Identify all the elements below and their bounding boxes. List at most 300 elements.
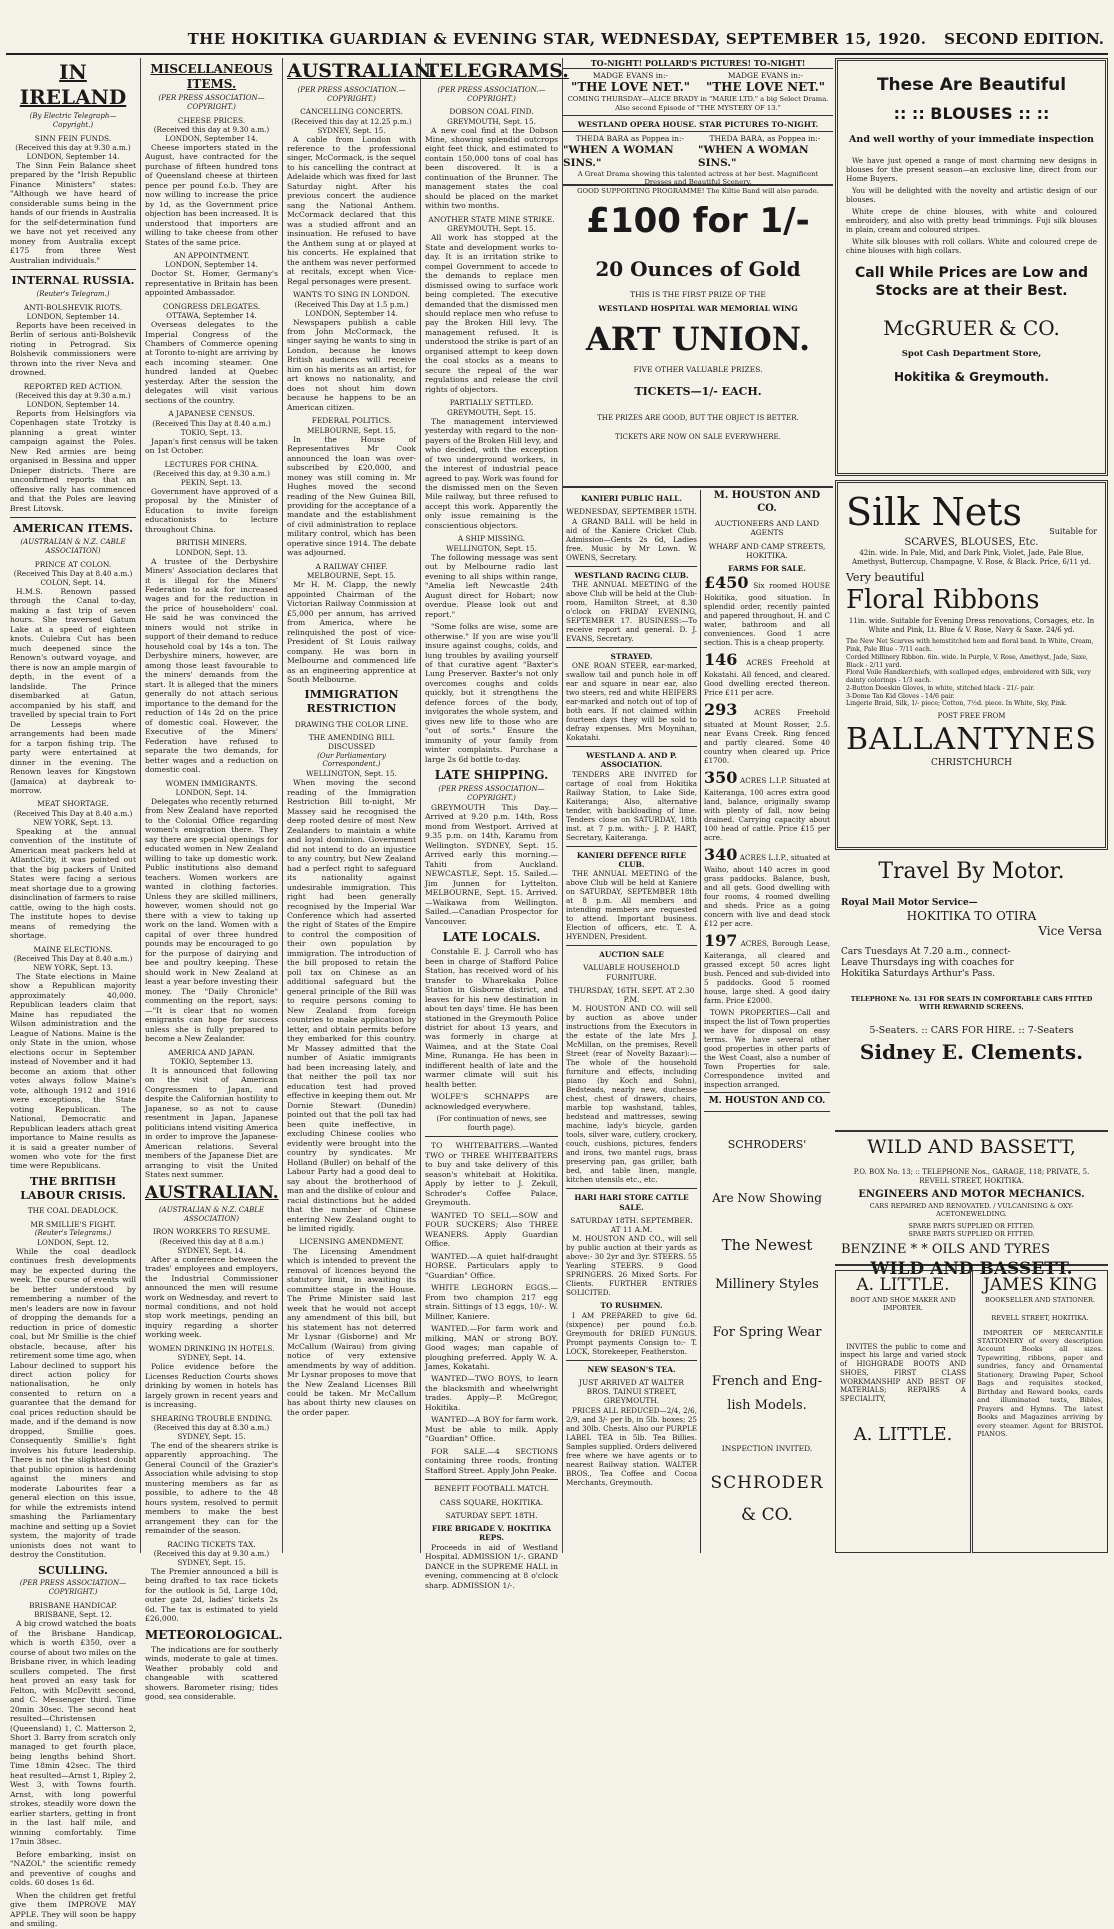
art-union-gold: 20 Ounces of Gold	[595, 256, 801, 281]
classified-ad: TO WHITEBAITERS.—Wanted TWO or THREE WHITEBAITERS to buy and take delivery of this season's whitebait at Hokitika. Apply by letter to J. Zekull, Schroder's Coffee Palace, Greymouth.	[425, 1141, 558, 1208]
benzine-oils: BENZINE * * OILS AND TYRES	[841, 1242, 1051, 1258]
rifle-club-body: THE ANNUAL MEETING of the above Club will be held at Kaniere on SATURDAY, SEPTEMBER 18th at 8 p.m. All members and intending members are requested to attend. Important business. Election of officers, etc. T. A. HYENDEN, President.	[566, 869, 697, 941]
classified-ad: FOR SALE.—4 SECTIONS containing three roods, fronting Stafford Street. Apply John Peake.	[425, 1446, 558, 1475]
ballantynes-name: BALLANTYNES	[846, 721, 1097, 757]
dateline: TOKIO, September 13.	[170, 1056, 253, 1066]
story-body: The Licensing Amendment which is intended to prevent the removal of licences beyond the statutory limit, in awaiting its committee stage in the House. The Prime Minister said last week that he would not accept any amendment of this bill, but his statement has not deterred Mr Lysnar (Gisborne) and Mr McCallum (Wairau) from giving notice of very extensive amendments by way of addition. Mr Lysnar proposes to move that the New Zealand Licenses Bill could be taken. Mr McCallum has about thirty new clauses on the order paper.	[287, 1246, 416, 1417]
story-body: All work has stopped at the State and development works to-day. It is an irritation strike to compel Government to accede to the demands to replace men dismissed owing to surface work being completed. The executive demanded that the dismissed men should replace men who refuse to pay the Broken Hill levy. The management refused. It is understood the strike is part of an organised attempt to keep down the coal stocks as a means to secure the repeal of the war regulations and release the civil rights of objectors.	[425, 233, 558, 394]
received-line: (Received this day at 12.25 p.m.)	[291, 116, 412, 126]
houston-address: WHARF AND CAMP STREETS, HOKITIKA.	[708, 541, 826, 560]
dateline: LONDON, Sept. 12.	[37, 1237, 109, 1247]
theda-bara-label: THEDA BARA, as Poppea in:-	[709, 134, 821, 144]
blouses-subtitle: And well worthy of your immediate inspection	[849, 134, 1094, 146]
advertisements	[563, 58, 1108, 1553]
dateline: LONDON, September 14.	[26, 399, 120, 409]
tea-body: PRICES ALL REDUCED—2/4, 2/6, 2/9, and 3/- per lb, in 5lb. boxes; 25 and 30lb. Chests. Also our PURPLE LABEL TEA in 5lb. Tea Billies. Samples supplied. Orders delivered free where we have agents or to nearest Railway station. WALTER BROS., Tea Coffee and Cocoa Merchants, Greymouth.	[566, 1405, 697, 1487]
story-title: A RAILWAY CHIEF.	[315, 561, 388, 571]
story-title: FEDERAL POLITICS.	[311, 416, 392, 426]
schroders-co: & CO.	[741, 1504, 793, 1525]
story-title: DRAWING THE COLOR LINE.	[294, 719, 409, 729]
story-title: REPORTED RED ACTION.	[23, 381, 123, 391]
motor-service-ad	[835, 854, 1108, 1128]
football-body: Proceeds in aid of Westland Hospital. ADMISSION 1/-. GRAND DANCE in the SUPREME HALL in evening, commencing at 8 o'clock sharp. ADMISSION 1/-.	[425, 1542, 558, 1590]
westland-opera-house-ad	[563, 118, 833, 195]
art-union-other-prizes: FIVE OTHER VALUABLE PRIZES.	[633, 365, 763, 375]
story-body: Overseas delegates to the Imperial Congress of the Chambers of Commerce opening at Toronto to-night are arriving by each incoming steamer. One hundred landed at Quebec yesterday. After the session the delegates will visit various sections of the country.	[145, 320, 278, 405]
racing-club-title: WESTLAND RACING CLUB.	[574, 570, 689, 580]
motor-route: HOKITIKA TO OTIRA	[906, 908, 1037, 923]
masthead	[0, 0, 1114, 58]
received-line: (Received This Day at 8.40 a.m.)	[13, 953, 133, 963]
story-body: Speaking at the annual convention of the institute of American meat packers held at AtlanticCity, it was pointed out that the big packers of United States were facing a serious meat shortage due to a growing disinclination of farmers to raise cattle, owing to the high costs. The institute hopes to devise means of remedying the shortage.	[10, 826, 136, 941]
dateline: SYDNEY, Sept. 14.	[177, 1245, 246, 1255]
story-body: Doctor St. Homer, Germany's representative in Britain has been appointed Ambassador.	[145, 269, 278, 298]
property-body: ACRES L.I.P., situated at Waiho, about 140 acres in good grass paddocks. Balance, bush, and all gets. Good dwelling with four rooms, 4 roomed dwelling and sheds. Price as a going concern with live and dead stock £12 per acre.	[704, 853, 830, 929]
continuation-note: (For continuation of news, see fourth page).	[436, 1114, 547, 1133]
story-body: The management interviewed yesterday with regard to the non-payers of the Broken Hill levy, and who decided, with the exception of two underground workers, in the interest of industrial peace agreed to pay. Work was found for the dismissed men on the Seven Mile railway, but three refused to accept this work. Apparently the only issue remaining is the conscientious objectors.	[425, 416, 558, 530]
received-line: (Received This Day at 1.5 p.m.)	[294, 299, 409, 309]
heading-australian: AUSTRALIAN.	[145, 1182, 279, 1203]
art-union-title: ART UNION.	[585, 320, 811, 359]
dateline: GREYMOUTH, Sept. 15.	[447, 224, 536, 234]
advert-paragraph: When the children get fretful give them IMPROVE MAY APPLE. They will soon be happy and smiling.	[10, 1890, 136, 1929]
dateline: NEW YORK, Sept. 13.	[33, 817, 113, 827]
town-properties: TOWN PROPERTIES—Call and inspect the list of Town properties we have for disposal on easy terms. We have several other good properties in other parts of the West Coast, also a number of Town Properties for sale. Correspondence invited and inspection arranged.	[704, 1008, 830, 1090]
story-title: CANCELLING CONCERTS.	[300, 107, 403, 117]
silk-colours: 42in. wide. In Pale, Mid, and Dark Pink, Violet, Jade, Pale Blue, Amethyst, Buttercup, Champagne, V. Rose, & Black. Price, 6/11 yd.	[852, 549, 1091, 566]
byline: (AUSTRALIAN & N.Z. CABLE ASSOCIATION)	[158, 1205, 265, 1223]
column-australian	[283, 58, 437, 1553]
story-body: In the House of Representatives Mr Cook announced the loan was over-subscribed by £20,000, and money was still coming in. Mr Hughes moved the second reading of the New Guinea Bill, providing for the acceptance of a mandate and the establishment of civil administration to replace military control, which has been operative since 1914. The debate was adjourned.	[287, 434, 416, 558]
property-body: ACRES, Borough Lease, Kaiteranga, all cleared and grassed except 50 acres light bush. Fenced and sub-divided into 5 paddocks. Good 5 roomed house, large shed. A good dairy farm. Price £2000.	[704, 939, 830, 1006]
silk-uses: SCARVES, BLOUSES, Etc.	[904, 536, 1039, 548]
story-title: SHEARING TROUBLE ENDING.	[150, 1413, 273, 1423]
heading-late-shipping: LATE SHIPPING.	[434, 768, 549, 783]
dateline: NEW YORK, Sept. 13.	[33, 962, 113, 972]
dateline: MELBOURNE, Sept. 15.	[307, 425, 396, 435]
property-body: ACRES Freehold situated at Mount Rosser, 2.5. near Evans Creek. Ring fenced and partly cleared. Some 40 country when cleared up. Price £1700.	[704, 708, 830, 766]
opera-house-banner: WESTLAND OPERA HOUSE. STAR PICTURES TO-NIGHT.	[563, 118, 833, 132]
silk-item: 3-Dome Tan Kid Gloves - 14/6 pair.	[846, 692, 955, 700]
art-union-first-prize: THIS IS THE FIRST PRIZE OF THE	[630, 289, 766, 299]
art-union-hospital: WESTLAND HOSPITAL WAR MEMORIAL WING	[598, 303, 798, 313]
story-body: The following message was sent out by Melbourne radio last evening to all ships within range, "Amelia left Newcastle 24th August direct for Hobart; now overdue. Please look out and report."	[425, 552, 558, 619]
ribbons-description: 11in. wide. Suitable for Evening Dress renovations, Corsages, etc. In White and Pink, Lt. Blue & V. Rose, Navy & Saxe. 24/6 yd.	[848, 616, 1095, 634]
story-body: The Premier announced a bill is being drafted to tax race tickets for the outlook is 5d, Large 10d, outer gate 2d, ladies' tickets 2s 6d. The tax is estimated to yield £26,000.	[145, 1566, 278, 1624]
heading-miscellaneous-items: MISCELLANEOUS ITEMS.	[150, 62, 273, 91]
motor-schedule: Hokitika Saturdays Arthur's Pass.	[841, 969, 996, 980]
byline: (PER PRESS ASSOCIATION.—COPYRIGHT.)	[437, 85, 546, 103]
page-body	[6, 58, 1108, 1929]
strayed-body: ONE ROAN STEER, ear-marked, swallow tail and punch hole in off ear and square in near ear, also two steers, red and white HEIFERS ear-marked and notch out of top of both ears. If not claimed within fourteen days they will be sold to defray expenses. Mrs Moynihan, Kokatahi.	[566, 661, 697, 742]
supporting-programme: GOOD SUPPORTING PROGRAMME! The Kiltie Band will also parade.	[577, 186, 819, 195]
received-line: (Received this day at 9.30 a.m.)	[15, 390, 131, 400]
story-body: Reports have been received in Berlin of serious anti-Bolshevik rioting in Petrograd. Six Bolshevik commissioners were thrown into the river Neva and drowned.	[10, 320, 136, 378]
a-little-subtitle: BOOT AND SHOE MAKER AND IMPORTER.	[850, 1296, 956, 1313]
cars-for-hire: 5-Seaters. :: CARS FOR HIRE. :: 7-Seaters	[869, 1024, 1074, 1036]
story-title: LICENSING AMENDMENT.	[299, 1237, 404, 1247]
vice-versa: Vice Versa	[1038, 923, 1102, 938]
story-body: When moving the second reading of the Immigration Restriction Bill to-night, Mr Massey said he recognised the deep rooted desire of most New Zealanders to maintain a white and loyal dominion. Government did not intend to do an injustice to any country, but New Zealand had a perfect right to safeguard its nationality against undesirable immigration. This right had been generally recognised by the Imperial War Conference which had asserted the right of States of the Empire to control the composition of their own population by immigration. The introduction of the bill proposed to retain the poll tax on Chinese as an additional safeguard but the general principle of the Bill was to require persons coming to New Zealand from foreign countries to make application by letter, and obtain permits before they embarked for this country. Mr Massey admitted that the number of Asiatic immigrants had been increasing lately, and that neither the poll tax nor education test had proved effective in keeping them out. Mr Dornie Stewart (Dunedin) pointed out that the poll tax had been quite ineffective, in excluding Chinese coolies who evidently were brought into the country by syndicates. Mr Holland (Buller) on behalf of the Labour Party had a good deal to say about the brotherhood of man and the dislike of colour and racial distinctions but he added that the number of Chinese entering New Zealand ought to be limited rigidly.	[287, 778, 416, 1233]
football-teams: FIRE BRIGADE V. HOKITIKA REPS.	[431, 1524, 552, 1543]
story-title: MEAT SHORTAGE.	[37, 799, 109, 809]
acres-293: 293	[704, 700, 738, 720]
story-title: IRON WORKERS TO RESUME.	[152, 1227, 271, 1237]
auction-date: THURSDAY, 16TH. SEPT. AT 2.30 P.M.	[568, 985, 695, 1004]
story-body: Newspapers publish a cable from John McCormack, the singer saying he wants to sing in London, because he knows British audiences will receive him on his merits as an artist, for art knows no nationality, and does not shout him down because he happens to be an American citizen.	[287, 317, 416, 412]
divider	[566, 1188, 697, 1189]
story-title: WOMEN IMMIGRANTS.	[165, 778, 258, 788]
divider	[425, 1479, 558, 1480]
mcgruer-location: Hokitika & Greymouth.	[894, 369, 1049, 384]
james-king-title: JAMES KING	[983, 1275, 1097, 1295]
story-body: A trustee of the Derbyshire Miners' Association declares that it is illegal for the Miners' Federation to ask for increased wages and for the reduction in the price of householders' coal. He said he was convinced the miners would not strike in support of their demand to reduce household coal by 14s a ton. The Derbyshire miners, however, are among those least favourable to the miners' demands from the start. It is alleged that the miners generally do not attach serious importance to the demand for the reduction of 14s 2d on the price of domestic coal. However, the Executive of the Miners' Federation have refused to separate the two demands, for better wages and a reduction on domestic coal.	[145, 556, 278, 775]
property-body: ACRES Freehold at Kokatahi. All fenced, and cleared. Good dwelling erected thereon. Price £11 per acre.	[704, 658, 830, 698]
masthead-rule	[6, 53, 1108, 55]
classified-ad: WANTED—A BOY for farm work. Must be able to milk. Apply "Guardian" Office.	[425, 1415, 558, 1444]
story-title: CONGRESS DELEGATES.	[162, 301, 261, 311]
story-title: A JAPANESE CENSUS.	[168, 409, 255, 419]
story-title: AN APPOINTMENT.	[173, 251, 250, 261]
rushmen-body: I AM PREPARED to give 6d. (sixpence) per pound f.o.b. Greymouth for DRIED FUNGUS. Prompt payments Consign to:- T. LOCK, Storekeeper, Featherston.	[566, 1310, 697, 1356]
dateline: LONDON, September 14.	[165, 133, 258, 143]
story-title: WOMEN DRINKING IN HOTELS.	[148, 1343, 275, 1353]
byline: (PER PRESS ASSOCIATION—COPYRIGHT.)	[158, 94, 265, 111]
wild-bassett-ad	[835, 1130, 1108, 1279]
schroders-line: French and Eng-	[711, 1373, 823, 1389]
property-body: ACRES L.I.P. Situated at Kaiteranga, 100 acres extra good land, balance, originally swamp with plenty of fall, now being drained. Carrying capacity about 100 head of cattle. Price £15 per acre.	[704, 776, 830, 843]
james-king-body: IMPORTER OF MERCANTILE STATIONERY of every description Account Books all sizes. Typewriting, ribbons, paper and sundries, fancy and Ornamental Stationery, Drawing Paper, School Bags and requisites stocked, Birthday and Reward books, cards and illuminated texts, Bibles, Prayers and Hymns. The latest Books and Magazines arriving by every steamer. Agent for BRISTOL PIANOS.	[977, 1328, 1103, 1439]
dateline: WELLINGTON, Sept. 15.	[446, 543, 537, 553]
dateline: LONDON, September 14.	[26, 311, 120, 321]
mcgruer-store: Spot Cash Department Store,	[901, 349, 1042, 360]
heading-meteorological: METEOROLOGICAL.	[145, 1627, 283, 1642]
blouses-paragraph: White crepe de chine blouses, with white and coloured embroidery, and also with pretty bead trimmings. Fuji silk blouses in plain, cream and coloured stripes.	[846, 207, 1097, 235]
story-title: CHEESE PRICES.	[177, 115, 246, 125]
rifle-club-title: KANIERI DEFENCE RIFLE CLUB.	[576, 850, 687, 869]
story-body: The Sinn Fein Balance sheet prepared by the "Irish Republic Finance Ministers" states: "Although we have heard of considerable sums being in the hands of our friends in Australia for the self-determination fund we have not yet received any money from Australia except £175 from three West Australian individuals."	[10, 160, 136, 265]
divider	[566, 746, 697, 747]
story-body: A cable from London with reference to the professional singer, McCormack, is the sequel to his cancelling the contract at Adelaide which was fixed for last Saturday night. After his previous concert the audience sang the National Anthem. McCormack declared that this was a studied affront and an insinuation. He refused to have the Anthem sung at or played at his concerts. He explained that the anthem was never performed at recitals, except when Vice-Regal personages were present.	[287, 134, 416, 286]
silk-item: The New Net Scarves with hemstitched hem and floral band. In White, Cream, Pink, Pale Blue - 7/11 each.	[846, 638, 1094, 653]
woman-sins-title: "WHEN A WOMAN SINS."	[563, 143, 674, 169]
advert-paragraph: WOLFE'S SCHNAPPS are acknowledged everywhere.	[425, 1092, 558, 1111]
wild-bassett-engineers: ENGINEERS AND MOTOR MECHANICS.	[858, 1189, 1085, 1201]
dateline: SYDNEY, Sept. 14.	[177, 1353, 246, 1363]
story-body: The State elections in Maine show a Republican majority approximately 40,000. Republican leaders claim that Maine has repudiated the Wilson administration and the League of Nations. Maine is the only State in the union, whose elections occur in September instead of November and it had become an axiom that other votes always follow Maine's vote, although 1912 and 1916 were exceptions, the State voting Republican. The National, Democratic and Republican leaders attach great importance to Maine results as it is said a greater number of women who vote for the first time were Republicans.	[10, 971, 136, 1171]
silk-item: Lingerie Braid, Silk, 1/- piece; Cotton, 7½d. piece. In White, Sky, Pink.	[846, 700, 1067, 708]
auction-subtitle: VALUABLE HOUSEHOLD FURNITURE.	[583, 963, 680, 982]
schroders-line: For Spring Wear	[712, 1325, 822, 1341]
divider	[10, 269, 136, 270]
dateline: LONDON, September 14.	[26, 151, 120, 161]
heading-in-ireland: IN IRELAND	[19, 60, 127, 109]
clements-name: Sidney E. Clements.	[859, 1040, 1084, 1065]
byline: (AUSTRALIAN & N.Z. CABLE ASSOCIATION)	[20, 538, 126, 555]
houston-subtitle: AUCTIONEERS AND LAND AGENTS	[714, 519, 820, 538]
blouses-title: :: :: BLOUSES :: ::	[893, 104, 1050, 124]
heading-american-items: AMERICAN ITEMS.	[13, 522, 133, 536]
dateline: MELBOURNE, Sept. 15.	[307, 571, 396, 581]
divider	[566, 945, 697, 946]
received-line: (Received this day at 9.30 a.m.)	[15, 142, 131, 152]
kaniere-hall-title: KANIERI PUBLIC HALL.	[581, 494, 682, 503]
silk-item: Corded Millinery Ribbon. 6in. wide. In Purple, V. Rose, Amethyst, Jade, Saxe, Black - 2/11 yard.	[846, 653, 1088, 669]
acres-197: 197	[704, 931, 738, 951]
schroders-title: SCHRODERS'	[727, 1137, 807, 1151]
spare-parts: SPARE PARTS SUPPLIED OR FITTED.	[908, 1222, 1035, 1230]
schroders-name: SCHRODER	[710, 1473, 824, 1494]
motor-schedule: Leave Thursdays ing with coaches for	[841, 958, 1014, 968]
mcgruer-name: McGRUER & CO.	[883, 316, 1060, 341]
story-body: The end of the shearers strike is apparently approaching. The General Council of the Grazier's Association while advising to stop mustering members as far as possible, to adhere to the 48 hours system, resolved to permit members to make the best arrangement they can for the remainder of the season.	[145, 1440, 278, 1536]
wild-bassett-footer: WILD AND BASSETT.	[870, 1258, 1073, 1279]
hari-hari-title: HARI HARI STORE CATTLE SALE.	[574, 1193, 689, 1212]
byline: (PER PRESS ASSOCIATION—COPYRIGHT.)	[19, 1579, 127, 1597]
auction-body: M. HOUSTON AND CO. will sell by auction as above under instructions from the Executors in the estate of the late Mrs J. McMillan, on the premises, Revell Street (rear of Novelty Bazaar):— The whole of the household furniture and effects, including piano (by Koch and Sohn), Bedsteads, nearly new, duchesse chest, chest of drawers, chairs, marble top washstand, tables, bedstead and mattresses, sewing machine, lady's bicycle, garden tools, silver ware, cutlery, crockery, couch, cushions, pictures, fenders and irons, two mantel rugs, brass preserving pan, gas griller, bath bed, and table linen, mangle, kitchen utensils etc., etc.	[566, 1004, 697, 1185]
houston-title: M. HOUSTON AND CO.	[713, 490, 821, 514]
pollards-banner: TO-NIGHT! POLLARD'S PICTURES! TO-NIGHT!	[563, 58, 833, 69]
byline: (Reuter's Telegram.)	[36, 289, 110, 298]
byline: (Reuter's Telegrams.)	[34, 1228, 112, 1237]
schroders-line: Millinery Styles	[715, 1277, 819, 1292]
acres-340: 340	[704, 845, 738, 865]
story-title: PARTIALLY SETTLED.	[449, 398, 534, 408]
story-body: Japan's first census will be taken on 1st October.	[145, 436, 278, 456]
byline: (Our Parliamentary Correspondent.)	[317, 751, 386, 769]
story-title: BRISBANE HANDICAP.	[29, 1600, 117, 1610]
a-little-body: INVITES the public to come and inspect his large and varied stock of HIGHGRADE BOOTS AND SHOES, FIRST CLASS WORKMANSHIP AND BEST OF MATERIALS; REPAIRS A SPECIALITY,	[840, 1342, 966, 1403]
blouses-heading: These Are Beautiful	[876, 75, 1067, 95]
love-net-title: "THE LOVE NET."	[705, 80, 826, 95]
madge-evans-label: MADGE EVANS in:-	[727, 71, 804, 80]
heading-telegrams: TELEGRAMS.	[425, 60, 569, 82]
story-title: ANTI-BOLSHEVIK RIOTS.	[23, 302, 123, 312]
received-line: (Received this day at 9.30 a.m.)	[153, 1548, 270, 1558]
mcgruer-blouses-ad	[835, 58, 1108, 476]
dateline: SYDNEY, Sept. 15.	[317, 125, 386, 135]
ballantynes-silk-ad	[835, 480, 1108, 850]
story-body: Delegates who recently returned from New Zealand have reported to the Colonial Office regarding women's emigration there. They say there are special openings for educated women in New Zealand willing to take up domestic work. Public institutions also demand teachers. Women workers are wanted in clothing factories. Unless they are skilled milliners, however, women should not go there with a view to taking up work on the land. Women with a capital of over three hundred pounds may be encouraged to go for the purpose of dairying and bee and poultry keeping. These should work in New Zealand at least a year before investing their money. The "Daily Chronicle" commenting on the report, says:—"It is clear that no women emigrants can hope for success unless she is fully prepared to become a New Zealander.	[145, 796, 279, 1044]
football-venue: CASS SQUARE, HOKITIKA.	[439, 1497, 544, 1507]
auction-title: AUCTION SALE	[599, 950, 664, 959]
blouses-call: Call While Prices are Low and Stocks are at their Best.	[854, 265, 1089, 299]
classified-ad: WANTED—TWO BOYS, to learn the blacksmith and wheelwright trades. Apply—P. McGregor, Hokitika.	[425, 1374, 558, 1412]
column-telegrams	[421, 58, 569, 1590]
story-title: MAINE ELECTIONS.	[33, 944, 113, 954]
james-king-address: REVELL STREET, HOKITIKA.	[991, 1314, 1089, 1323]
dateline: TOKIO, Sept. 13.	[180, 427, 243, 437]
newspaper-title: THE HOKITIKA GUARDIAN & EVENING STAR, WEDNESDAY, SEPTEMBER 15, 1920.	[187, 30, 927, 48]
telephone-seats: TELEPHONE No. 131 FOR SEATS IN COMFORTABLE CARS FITTED WITH REWARNID SCREENS.	[850, 994, 1093, 1011]
story-body: It is announced that following on the visit of American Congressmen to Japan, and despite the Californian hostility to Japanese, so as not to cause resentment in Japan, Japanese politicians intend visiting America in order to improve the Japanese-American relations. Several members of the Japanese Diet are arranging to visit the United States next summer.	[145, 1065, 278, 1180]
schroders-invite: INSPECTION INVITED.	[721, 1444, 813, 1453]
schroders-line: Are Now Showing	[712, 1191, 822, 1206]
hari-hari-body: M. HOUSTON AND CO., will sell by public auction at their yards as above:- 30 2yr and 3yr. STEERS. 55 Yearling STEERS. 9 Good SPRINGERS. 26 Mixed Sorts. For Clients. FURTHER ENTRIES SOLICITED.	[566, 1234, 697, 1298]
divider	[425, 1136, 558, 1137]
james-king-ad	[972, 1270, 1108, 1553]
aandp-title: WESTLAND A. AND P. ASSOCIATION.	[586, 751, 677, 770]
advert-paragraph: "Some folks are wise, some are otherwise." If you are wise you'll insure against coughs, colds, and lung troubles by availing yourself of that curative agent "Baxter's Lung Preserver. Baxter's not only overcomes coughs and colds quickly, but it strengthens the defence forces of the body, invigorates the whole system, and gives new life to those who are "out of sorts." Ensure the immunity of your family from winter complaints. Purchase a large 2s 6d bottle to-day.	[425, 622, 558, 764]
strayed-title: STRAYED.	[610, 651, 653, 661]
silk-suitable: Suitable for	[1049, 526, 1097, 536]
divider	[566, 1360, 697, 1361]
story-body: Government have approved of a proposal by the Minister of Education to invite foreign educationists to lecture throughout China.	[145, 486, 278, 534]
wild-bassett-services: CARS REPAIRED AND RENOVATED. / VULCANISING & OXY-ACETONEWELDING.	[869, 1201, 1074, 1218]
aandp-body: TENDERS ARE INVITED for cartage of coal from Hokitika Railway Station, to Lake Side, Kaiteranga; Also, alternative tender, with backloading of lime. Tenders close on SATURDAY, 18th inst. at 7 p.m. with:- J. P. HART, Secretary, Kaiteranga.	[566, 769, 697, 842]
silk-item: 2-Button Doeskin Gloves, in white, stitched black - 21/- pair.	[846, 684, 1035, 692]
story-title: A SHIP MISSING.	[457, 534, 526, 544]
received-line: (Received This Day at 8.40 a.m.)	[13, 568, 133, 578]
received-line: (Received this day at 8 a.m.)	[159, 1236, 264, 1246]
received-line: (Received this day, at 9.30 a.m.)	[153, 468, 270, 478]
story-body: GREYMOUTH This Day.—Arrived at 9.20 p.m. 14th, Ross mond from Westport. Arrived at 9.35 p.m. on 14th, Karamu from Wellington. SYDNEY, Sept. 15. Arrived early this morning.—Tahiti from Auckland. NEWCASTLE, Sept. 15. Sailed.—Jim Junnen for Lyttelton. MELBOURNE, Sept. 15. Arrived.—Waikawa from Wellington. Sailed.—Canadian Prospector for Vancouver.	[425, 802, 558, 926]
art-union-prizes-note: THE PRIZES ARE GOOD, BUT THE OBJECT IS BETTER.	[597, 414, 799, 423]
rushmen-title: TO RUSHMEN.	[600, 1301, 663, 1311]
property-body: Six roomed HOUSE Hokitika, good situation. In splendid order, recently painted and papered throughout, H. and C water, bathroom and all conveniences. Good 1 acre section. This is a cheap property.	[704, 581, 830, 648]
racing-club-body: THE ANNUAL MEETING of the above Club will be held at the Club-room, Hamilton Street, at 8.30 o'clock on FRIDAY EVENING, SEPTEMBER 17. BUSINESS:—To receive report and general. D. J. EVANS, Secretary.	[566, 579, 697, 643]
received-line: (Received this day at 8.30 a.m.)	[153, 1422, 270, 1432]
heading-british-labour-crisis: THE BRITISH LABOUR CRISIS.	[20, 1174, 126, 1202]
dateline: COLON, Sept. 14.	[40, 577, 106, 587]
story-body: The indications are for southerly winds, moderate to gale at times. Weather probably cold and changeable with scattered showers. Barometer rising; tides good, sea considerable.	[145, 1644, 278, 1702]
dateline: SYDNEY, Sept. 15.	[177, 1431, 246, 1441]
ballantynes-location: CHRISTCHURCH	[930, 758, 1013, 769]
story-title: LECTURES FOR CHINA.	[164, 459, 259, 469]
james-king-subtitle: BOOKSELLER AND STATIONER.	[984, 1296, 1095, 1305]
wild-bassett-title: WILD AND BASSETT,	[867, 1136, 1076, 1158]
story-body: While the coal deadlock continues fresh developments may be expected during the week. The course of events will be better understood by remembering a number of the men's leaders are now in favour of dropping the demands for a reduction in price of domestic coal, but Mr Smillie is the chief obstacle, because, after his retirement some time ago, when Labour declined to support his direct action policy for nationalisation, he only consented to return on a guarantee that the demand for coal prices reduction should be made, and if the demand is now dropped, Smillie goes. Consequently Smillie's fight involves his future leadership. There is not the slightest doubt that public opinion is hardening against the miners and moderate Labourites fear a general election on this issue, for while the extremists intend smashing the Parliamentary machine and setting up a Soviet system, the majority of trade unionists does not want to destroy the Constitution.	[10, 1246, 136, 1560]
divider	[566, 566, 697, 567]
woman-sins-description: A Great Drama showing this talented actress at her best. Magnificent Dresses and Beautiful Scenery.	[577, 170, 819, 187]
dateline: LONDON, September 14.	[165, 260, 258, 270]
notices-column	[563, 490, 701, 1553]
royal-mail-service: Royal Mail Motor Service—	[841, 897, 978, 908]
wild-bassett-address: P.O. BOX No. 13; :: TELEPHONE Nos., GARAGE, 118; PRIVATE, 5. REVELL STREET, HOKITIKA.	[853, 1167, 1090, 1185]
dateline: PEKIN, Sept. 13.	[180, 477, 243, 487]
received-line: (Received this day at 9.30 a.m.)	[153, 124, 270, 134]
tea-subtitle: JUST ARRIVED AT WALTER BROS. TAINUI STREET, GREYMOUTH.	[579, 1377, 684, 1406]
heading-immigration-restriction: IMMIGRATION RESTRICTION	[304, 688, 399, 716]
story-title: THE COAL DEADLOCK.	[27, 1206, 119, 1216]
byline: (PER PRESS ASSOCIATION—COPYRIGHT.)	[438, 785, 545, 803]
column-ireland	[6, 58, 141, 1929]
kaniere-hall-body: A GRAND BALL will be held in aid of the Kaniere Cricket Club. Admission—Gents 2s 6d, Ladies free. Music by Mr Lown. W. OWENS, Secretary.	[566, 516, 697, 562]
football-title: BENEFIT FOOTBALL MATCH.	[433, 1484, 549, 1494]
dateline: SYDNEY, Sept. 15.	[177, 1557, 246, 1567]
byline: (By Electric Telegraph—Copyright.)	[29, 112, 117, 129]
received-line: (Received This Day at 8.40 a.m.)	[152, 418, 271, 428]
story-body: A new coal find at the Dobson Mine, showing splendid outcrops eight feet thick, and estimated to contain 150,000 tons of coal has been discovered. It is a continuation of the Brunner. The management states the coal should be placed on the market within two months.	[425, 125, 558, 211]
heading-sculling: SCULLING.	[38, 1563, 108, 1577]
blouses-paragraph: We have just opened a range of most charming new designs in blouses for the present season—an exclusive line, direct from our Home Buyers.	[846, 156, 1097, 184]
story-body: H.M.S. Renown passed through the Canal to-day, making a fast trip of seven hours. She traversed Gatum Lake at a speed of eighteen knots. Culebra Cut has been much deepened since the Renown's outward voyage, and there is now an ample margin of depth, in the event of a landslide. The Prince disembarked at Gatun, accompanied by his staff, and travelled by special train to Fort De Lesseps where arrangements had been made for a tarpon fishing trip. The party were entertained at dinner in the evening. The Renown leaves for Kingstown (Jamaica) at daybreak to-morrow.	[10, 586, 136, 795]
classified-ad: WANTED TO SELL—SOW and FOUR SUCKERS; Also THREE WEANERS. Apply Guardian Office.	[425, 1210, 558, 1249]
acres-146: 146	[704, 650, 738, 670]
story-title: AMERICA AND JAPAN.	[168, 1047, 255, 1057]
classified-ad: WANTED.—For farm work and milking, MAN or strong BOY. Good wages; man capable of ploughing preferred. Apply W. A. James, Kokatahi.	[425, 1324, 558, 1371]
a-little-footer: A. LITTLE.	[853, 1423, 953, 1445]
byline: (PER PRESS ASSOCIATION.—COPYRIGHT.)	[297, 85, 406, 103]
price-450: £450	[704, 573, 749, 593]
blouses-paragraph: You will be delighted with the novelty and artistic design of our blouses.	[846, 186, 1097, 205]
dateline: GREYMOUTH, Sept. 15.	[447, 407, 536, 417]
love-net-title: "THE LOVE NET."	[570, 80, 691, 95]
column-miscellaneous	[141, 58, 283, 1702]
silk-nets-title: Silk Nets	[846, 490, 1022, 534]
houston-column	[701, 490, 833, 1553]
dateline: LONDON, Sept. 14.	[175, 787, 248, 797]
classified-ad: WHITE LEGHORN EGGS.—From two champion 217 egg strain. Sittings of 13 eggs, 10/-. W. Millner, Kaniere.	[425, 1283, 558, 1321]
divider	[566, 647, 697, 648]
classified-ad: WANTED.—A quiet half-draught HORSE. Particulars apply to "Guardian" Office.	[425, 1251, 558, 1280]
madge-evans-label: MADGE EVANS in:-	[592, 71, 669, 80]
dateline: BRISBANE, Sept. 12.	[34, 1610, 112, 1620]
art-union-sale-note: TICKETS ARE NOW ON SALE EVERYWHERE.	[615, 433, 781, 442]
edition-label: SECOND EDITION.	[944, 30, 1104, 48]
dateline: WELLINGTON, Sept. 15.	[306, 769, 397, 779]
story-title: DOBSON COAL FIND.	[449, 107, 534, 117]
post-free: POST FREE FROM	[937, 712, 1006, 720]
advert-paragraph: Before embarking, insist on "NAZOL" the scientific remedy and preventive of coughs and colds. 60 doses 1s 6d.	[10, 1849, 136, 1888]
story-title: ANOTHER STATE MINE STRIKE.	[428, 214, 555, 224]
floral-ribbons-title: Floral Ribbons	[846, 585, 1040, 616]
heading-late-locals: LATE LOCALS.	[442, 930, 541, 945]
acres-350: 350	[704, 768, 738, 788]
art-union-ad	[563, 188, 833, 488]
story-body: Reports from Helsingfors via Copenhagen state Trotzky is planning a great winter campaign against the Poles. New Red armies are being organised in Bessina and upper Dnieper districts. There are unconfirmed reports that an offensive rally has commenced and that the Poles are leaving Brest Litovsk.	[10, 408, 136, 513]
schroders-line: lish Models.	[727, 1397, 807, 1413]
dateline: LONDON, September 14.	[305, 308, 398, 318]
motor-schedule: Cars Tuesdays At 7.20 a.m., connect-	[841, 946, 1011, 957]
story-title: BRITISH MINERS.	[176, 538, 247, 548]
spare-parts: SPARE PARTS SUPPLIED OR FITTED.	[908, 1230, 1035, 1239]
story-body: Cheese importers stated in the August, have contracted for the purchase of fifteen hundred tons of Queensland cheese at thirteen pence per pound f.o.b. They are now willing to increase the price by 1d, as the Government price objection has been increased. It is understood that importers are willing to take cheese from other States of the same price.	[145, 142, 278, 247]
art-union-headline: £100 for 1/-	[586, 201, 810, 241]
dateline: LONDON, Sept. 13.	[175, 547, 248, 557]
divider	[10, 517, 136, 518]
story-subtitle: THE AMENDING BILL DISCUSSED	[308, 733, 395, 752]
heading-australian: AUSTRALIAN.	[287, 60, 437, 82]
story-body: Police evidence before the Licenses Reduction Courts shows drinking by women in hotels has largely grown in recent years and is increasing.	[145, 1362, 278, 1410]
coming-thursday: COMING THURSDAY—ALICE BRADY in "MARIE LTD." a big Select Drama. Also second Episode of "THE MYSTERY OF 13."	[567, 95, 829, 112]
story-title: RACING TICKETS TAX.	[167, 1539, 256, 1549]
a-little-ad	[835, 1270, 971, 1553]
story-subtitle: MR SMILLIE'S FIGHT.	[30, 1219, 116, 1229]
tea-title: NEW SEASON'S TEA.	[587, 1364, 676, 1374]
story-title: SINN FEIN FUNDS.	[34, 133, 112, 143]
dateline: GREYMOUTH, Sept. 15.	[447, 116, 536, 126]
art-union-tickets: TICKETS—1/- EACH.	[634, 384, 762, 398]
hari-hari-date: SATURDAY 18TH. SEPTEMBER. AT 11 A.M.	[570, 1215, 693, 1234]
football-date: SATURDAY SEPT. 18TH.	[445, 1510, 538, 1520]
kaniere-hall-date: WEDNESDAY, SEPTEMBER 15TH.	[566, 507, 697, 517]
theda-bara-label: THEDA BARA as Poppea in:-	[575, 134, 685, 144]
divider	[566, 846, 697, 847]
houston-footer: M. HOUSTON AND CO.	[704, 1092, 830, 1111]
a-little-title: A. LITTLE.	[856, 1275, 950, 1295]
story-body: Constable E. J. Carroll who has been in charge of Stafford Police Station, has received word of his transfer to Wharekaka Police Station in Gisborne district, and leaves for his new destination in about ten days' time. He has been stationed in the Greymouth Police district for about 13 years, and was formerly in charge at Waimea, and at the State Coal Mine, Runanga. He has been in indifferent health of late and the warmer climate will suit his health better.	[425, 947, 558, 1089]
very-beautiful: Very beautiful	[846, 570, 925, 584]
story-body: After a conference between the trades' employees and employers, the Industrial Commissioner announced the men will resume work on Wednesday, and revert to normal conditions, and not hold stop work meetings, pending an inquiry regarding a shorter working week.	[145, 1254, 278, 1340]
pollards-pictures-ad	[563, 58, 833, 116]
woman-sins-title: "WHEN A WOMAN SINS."	[698, 143, 809, 169]
story-title: WANTS TO SING IN LONDON.	[293, 290, 410, 300]
heading-internal-russia: INTERNAL RUSSIA.	[11, 274, 135, 288]
story-body: A big crowd watched the boats of the Brisbane Handicap, which is worth £350, over a course of about two miles on the Brisbane river, in which leading scullers competed. The first heat proved an easy task for Felton, with McDevitt second, and C. Messenger third. Time 20min 30sec. The second heat resulted—Christensen (Queensland) 1, C. Matterson 2, Short 3. Barry from scratch only managed to get fourth place, being lengths behind Short. Time 18min 42sec. The third heat resulted—Arnst 1, Ripley 2, West 3, with Towns fourth. Arnst, with long powerful strokes, steadily wore down the earlier starters, getting in front in the last half mile, and winning comfortably. Time 17min 38sec.	[10, 1619, 136, 1847]
dateline: OTTAWA, September 14.	[166, 311, 257, 321]
travel-by-motor: Travel By Motor.	[878, 859, 1065, 884]
